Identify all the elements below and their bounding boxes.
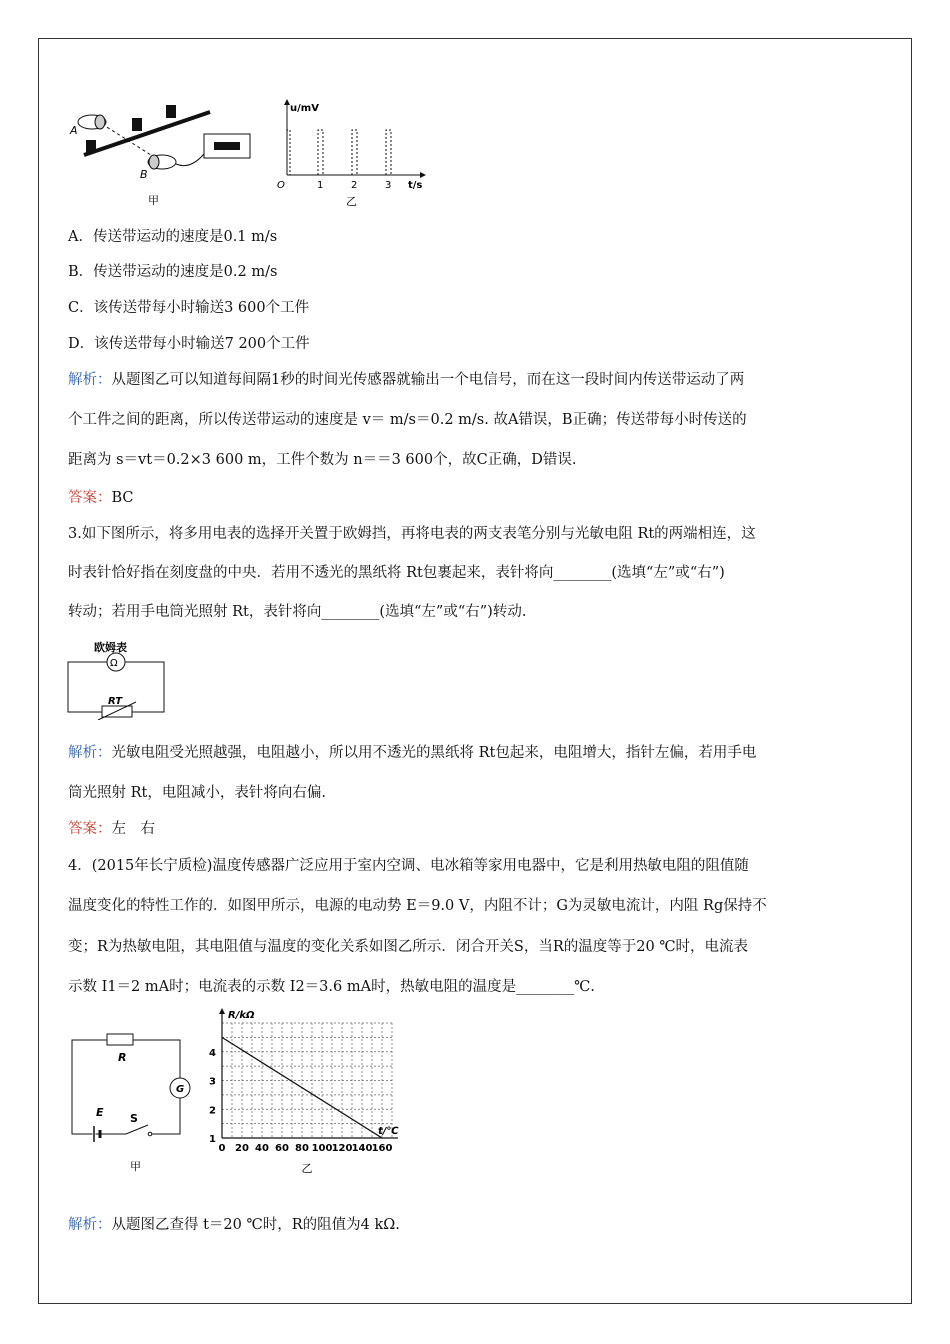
galvanometer-label: G	[176, 1084, 185, 1095]
q4-analysis-line-1: 解析：从题图乙查得 t＝20 ℃时，R的阻值为4 kΩ.	[68, 1217, 400, 1233]
x-tick-label: 80	[295, 1143, 309, 1154]
q4-stem-line-2: 温度变化的特性工作的．如图甲所示，电源的电动势 E＝9.0 V，内阻不计；G为灵敏电流计，内阻 Rg保持不	[68, 898, 767, 914]
option-d: D．该传送带每小时输送7 200个工件	[68, 336, 310, 352]
y-tick-label: 1	[209, 1134, 216, 1145]
chart-caption: 乙	[301, 1162, 313, 1175]
q3-analysis-line-1: 解析：光敏电阻受光照越强，电阻越小，所以用不透光的黑纸将 Rt包起来，电阻增大，指针左偏，若用手电	[68, 745, 757, 761]
resistor-icon	[107, 1034, 133, 1045]
pulse-graph	[272, 95, 432, 210]
q3-stem-line-1: 3.如下图所示，将多用电表的选择开关置于欧姆挡，再将电表的两支表笔分别与光敏电阻 Rt的两端相连，这	[68, 526, 756, 542]
analysis-label: 解析：	[68, 372, 112, 388]
option-c: C．该传送带每小时输送3 600个工件	[68, 300, 310, 316]
q3-stem-line-2: 时表针恰好指在刻度盘的中央．若用不透光的黑纸将 Rt包裹起来，表针将向________(选填“左”或“右”)	[68, 565, 725, 581]
x-tick-label: 20	[235, 1143, 249, 1154]
x-tick-label: 40	[255, 1143, 269, 1154]
light-source-a-icon	[78, 115, 106, 129]
resistance-temperature-chart	[200, 1008, 425, 1188]
tick-1: 1	[317, 180, 324, 191]
option-b: B．传送带运动的速度是0.2 m/s	[68, 264, 278, 280]
caption-jia: 甲	[148, 194, 159, 207]
q3-answer: 答案：左 右	[68, 821, 155, 837]
answer-label: 答案：	[68, 490, 112, 506]
emf-label: E	[96, 1106, 104, 1119]
y-tick-label: 2	[209, 1105, 216, 1117]
q2-analysis-line-3: 距离为 s＝vt＝0.2×3 600 m，工件个数为 n＝＝3 600个，故C正确，D错误.	[68, 452, 577, 468]
y-axis-title: R/kΩ	[228, 1010, 255, 1021]
q4-stem-line-4: 示数 I1＝2 mA时；电流表的示数 I2＝3.6 mA时，热敏电阻的温度是________℃.	[68, 979, 595, 995]
x-tick-label: 160	[371, 1143, 393, 1154]
y-axis-arrow	[219, 1008, 225, 1014]
q4-stem-line-3: 变；R为热敏电阻，其电阻值与温度的变化关系如图乙所示．闭合开关S，当R的温度等于20 ℃时，电流表	[68, 939, 749, 955]
switch-label: S	[130, 1112, 138, 1125]
sensor-b-icon	[148, 155, 176, 169]
signal-meter-icon	[204, 134, 250, 158]
origin-label: O	[277, 180, 285, 191]
label-b: B	[140, 168, 148, 181]
conveyor-figure	[62, 100, 257, 210]
y-axis-label: u/mV	[290, 103, 319, 114]
q2-answer: 答案：BC	[68, 490, 134, 506]
answer-label: 答案：	[68, 821, 112, 837]
tick-2: 2	[351, 180, 358, 191]
q2-analysis-line-1: 解析：从题图乙可以知道每间隔1秒的时间光传感器就输出一个电信号，而在这一段时间内传送带运动了两	[68, 372, 745, 388]
analysis-label: 解析：	[68, 745, 112, 761]
caption-yi: 乙	[346, 195, 357, 208]
y-tick-label: 3	[209, 1076, 216, 1088]
y-tick-label: 4	[209, 1047, 216, 1059]
resistor-label: RT	[108, 696, 123, 707]
x-tick-label: 140	[351, 1143, 373, 1154]
x-axis-label: t/s	[408, 180, 423, 191]
option-a: A．传送带运动的速度是0.1 m/s	[68, 229, 278, 245]
x-tick-label: 120	[331, 1143, 353, 1154]
x-tick-label: 100	[311, 1143, 333, 1154]
tick-3: 3	[385, 180, 392, 191]
x-tick-label: 0	[218, 1143, 226, 1154]
ohmmeter-title: 欧姆表	[94, 641, 127, 654]
resistor-label: R	[118, 1051, 127, 1064]
x-tick-label: 60	[275, 1143, 289, 1154]
x-axis-title: t/℃	[378, 1126, 399, 1137]
analysis-label: 解析：	[68, 1217, 112, 1233]
ohmmeter-figure	[64, 638, 174, 720]
q4-stem-line-1: 4．(2015年长宁质检)温度传感器广泛应用于室内空调、电冰箱等家用电器中，它是利用热敏电阻的阻值随	[68, 858, 749, 874]
circuit-figure	[64, 1018, 199, 1178]
label-a: A	[70, 124, 78, 137]
ohm-symbol: Ω	[110, 658, 118, 669]
q3-analysis-line-2: 筒光照射 Rt，电阻减小，表针将向右偏.	[68, 785, 326, 801]
q3-stem-line-3: 转动；若用手电筒光照射 Rt，表针将向________(选填“左”或“右”)转动.	[68, 604, 527, 620]
q2-analysis-line-2: 个工件之间的距离，所以传送带运动的速度是 v＝ m/s＝0.2 m/s. 故A错误，B正确；传送带每小时传送的	[68, 412, 747, 428]
caption-jia: 甲	[130, 1160, 141, 1173]
